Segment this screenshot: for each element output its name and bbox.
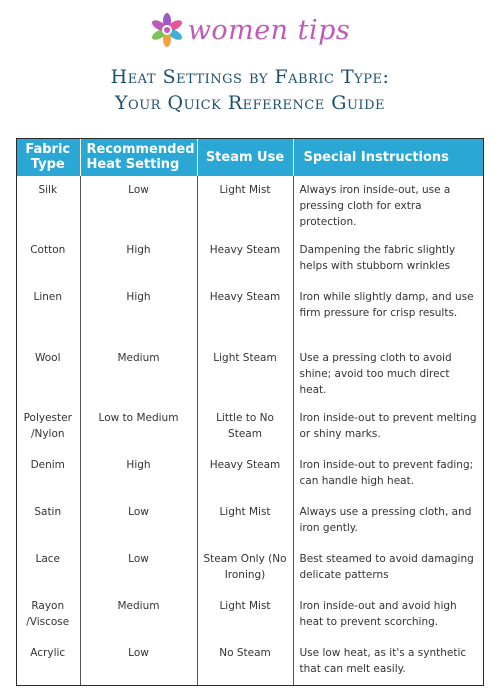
table-row <box>16 639 484 686</box>
cell-steam: Light Mist <box>197 176 293 236</box>
brand-name: women tips <box>187 14 351 46</box>
title-line-2: Your Quick Reference Guide <box>115 92 385 114</box>
cell-fabric: Acrylic <box>16 639 80 686</box>
cell-heat: Low to Medium <box>80 404 197 451</box>
cell-heat: Low <box>80 498 197 545</box>
cell-heat: High <box>80 283 197 343</box>
fabric-heat-table <box>16 138 484 686</box>
header-steam-use: Steam Use <box>197 138 293 176</box>
cell-heat: Low <box>80 176 197 236</box>
cell-fabric: Linen <box>33 291 63 304</box>
table-row <box>16 176 484 236</box>
brand-logo <box>0 12 500 48</box>
table-row <box>16 404 484 451</box>
page-title <box>0 64 500 116</box>
cell-steam: Heavy Steam <box>197 283 293 343</box>
header-fabric-type: Fabric Type <box>16 138 80 176</box>
title-line-1: Heat Settings by Fabric Type: <box>110 66 390 88</box>
cell-fabric: Denim <box>30 459 65 472</box>
cell-heat: Low <box>80 639 197 686</box>
header-heat-setting: Recommended Heat Setting <box>80 138 197 176</box>
cell-steam: Light Mist <box>197 592 293 639</box>
cell-steam: Heavy Steam <box>197 236 293 283</box>
cell-steam: Light Steam <box>197 344 293 404</box>
table-header-row <box>16 138 484 176</box>
table-row <box>16 236 484 283</box>
cell-notes: Iron while slightly damp, and use firm pressure for crisp results. <box>293 283 484 343</box>
cell-heat: Medium <box>80 344 197 404</box>
cell-steam: Light Mist <box>197 498 293 545</box>
cell-heat: High <box>80 451 197 498</box>
cell-fabric: Lace <box>35 552 61 565</box>
cell-notes: Use a pressing cloth to avoid shine; avoid too much direct heat. <box>293 344 484 404</box>
table-row <box>16 344 484 404</box>
cell-fabric: Silk <box>38 184 58 196</box>
cell-fabric: Rayon /Viscose <box>26 599 70 628</box>
table-row <box>16 545 484 592</box>
cell-heat: High <box>80 236 197 283</box>
cell-notes: Always use a pressing cloth, and iron gently. <box>293 498 484 545</box>
cell-notes: Iron inside-out to prevent fading; can handle high heat. <box>293 451 484 498</box>
cell-notes: Dampening the fabric slightly helps with stubborn wrinkles <box>293 236 484 283</box>
table-row <box>16 498 484 545</box>
table-row <box>16 451 484 498</box>
flower-logo-icon <box>150 13 184 47</box>
cell-steam: No Steam <box>197 639 293 686</box>
cell-fabric: Polyester /Nylon <box>23 412 72 441</box>
cell-notes: Iron inside-out to prevent melting or shiny marks. <box>293 404 484 451</box>
table-row <box>16 592 484 639</box>
cell-notes: Iron inside-out and avoid high heat to prevent scorching. <box>293 592 484 639</box>
header-special-instructions: Special Instructions <box>293 138 484 176</box>
cell-fabric: Cotton <box>30 244 66 257</box>
cell-heat: Medium <box>80 592 197 639</box>
cell-fabric: Satin <box>34 505 62 518</box>
table-row <box>16 283 484 343</box>
cell-notes: Always iron inside-out, use a pressing cloth for extra protection. <box>293 176 484 236</box>
cell-steam: Little to No Steam <box>197 404 293 451</box>
cell-steam: Steam Only (No Ironing) <box>197 545 293 592</box>
cell-notes: Best steamed to avoid damaging delicate patterns <box>293 545 484 592</box>
cell-heat: Low <box>80 545 197 592</box>
cell-fabric: Wool <box>34 351 61 364</box>
cell-notes: Use low heat, as it's a synthetic that can melt easily. <box>293 639 484 686</box>
cell-steam: Heavy Steam <box>197 451 293 498</box>
